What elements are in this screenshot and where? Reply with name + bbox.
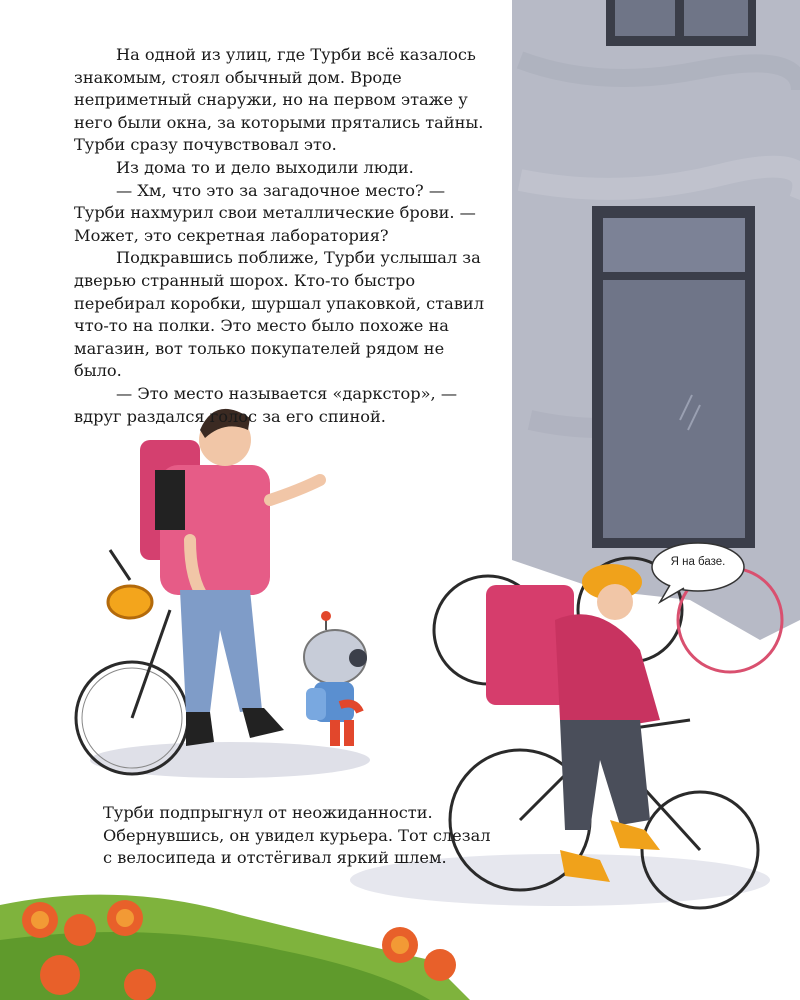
turbi-robot	[304, 611, 367, 746]
story-paragraph: На одной из улиц, где Турби всё казалось знакомым, стоял обычный дом. Вроде неприметный снаружи, но на первом этаже у него были окна, за которыми прятались тайны. Турби сразу почувствовал это.	[74, 45, 484, 155]
story-paragraph: Обернувшись, он увидел курьера. Тот слезал с велосипеда и отстёгивал яркий шлем.	[103, 825, 491, 868]
story-paragraph: Из дома то и дело выходили люди.	[116, 157, 414, 177]
story-text-bottom	[103, 802, 493, 870]
story-paragraph: Подкравшись поближе, Турби услышал за дверью странный шорох. Кто-то быстро перебирал коробки, шуршал упаковкой, ставил что-то на полки. Это место было похоже на магазин, вот только покупателей рядом не было.	[74, 248, 485, 381]
story-text-top	[74, 44, 484, 428]
flower-bed	[0, 895, 470, 1000]
darkstore-window	[592, 206, 755, 548]
courier-standing	[140, 409, 320, 746]
story-paragraph: Турби подпрыгнул от неожиданности.	[103, 803, 433, 822]
speech-bubble-text: Я на базе.	[670, 556, 726, 568]
upper-window	[606, 0, 756, 46]
story-paragraph: — Это место называется «даркстор», — вдруг раздался голос за его спиной.	[74, 383, 458, 426]
story-paragraph: — Хм, что это за загадочное место? — Турби нахмурил свои металлические брови. — Может, это секретная лаборатория?	[74, 180, 476, 245]
